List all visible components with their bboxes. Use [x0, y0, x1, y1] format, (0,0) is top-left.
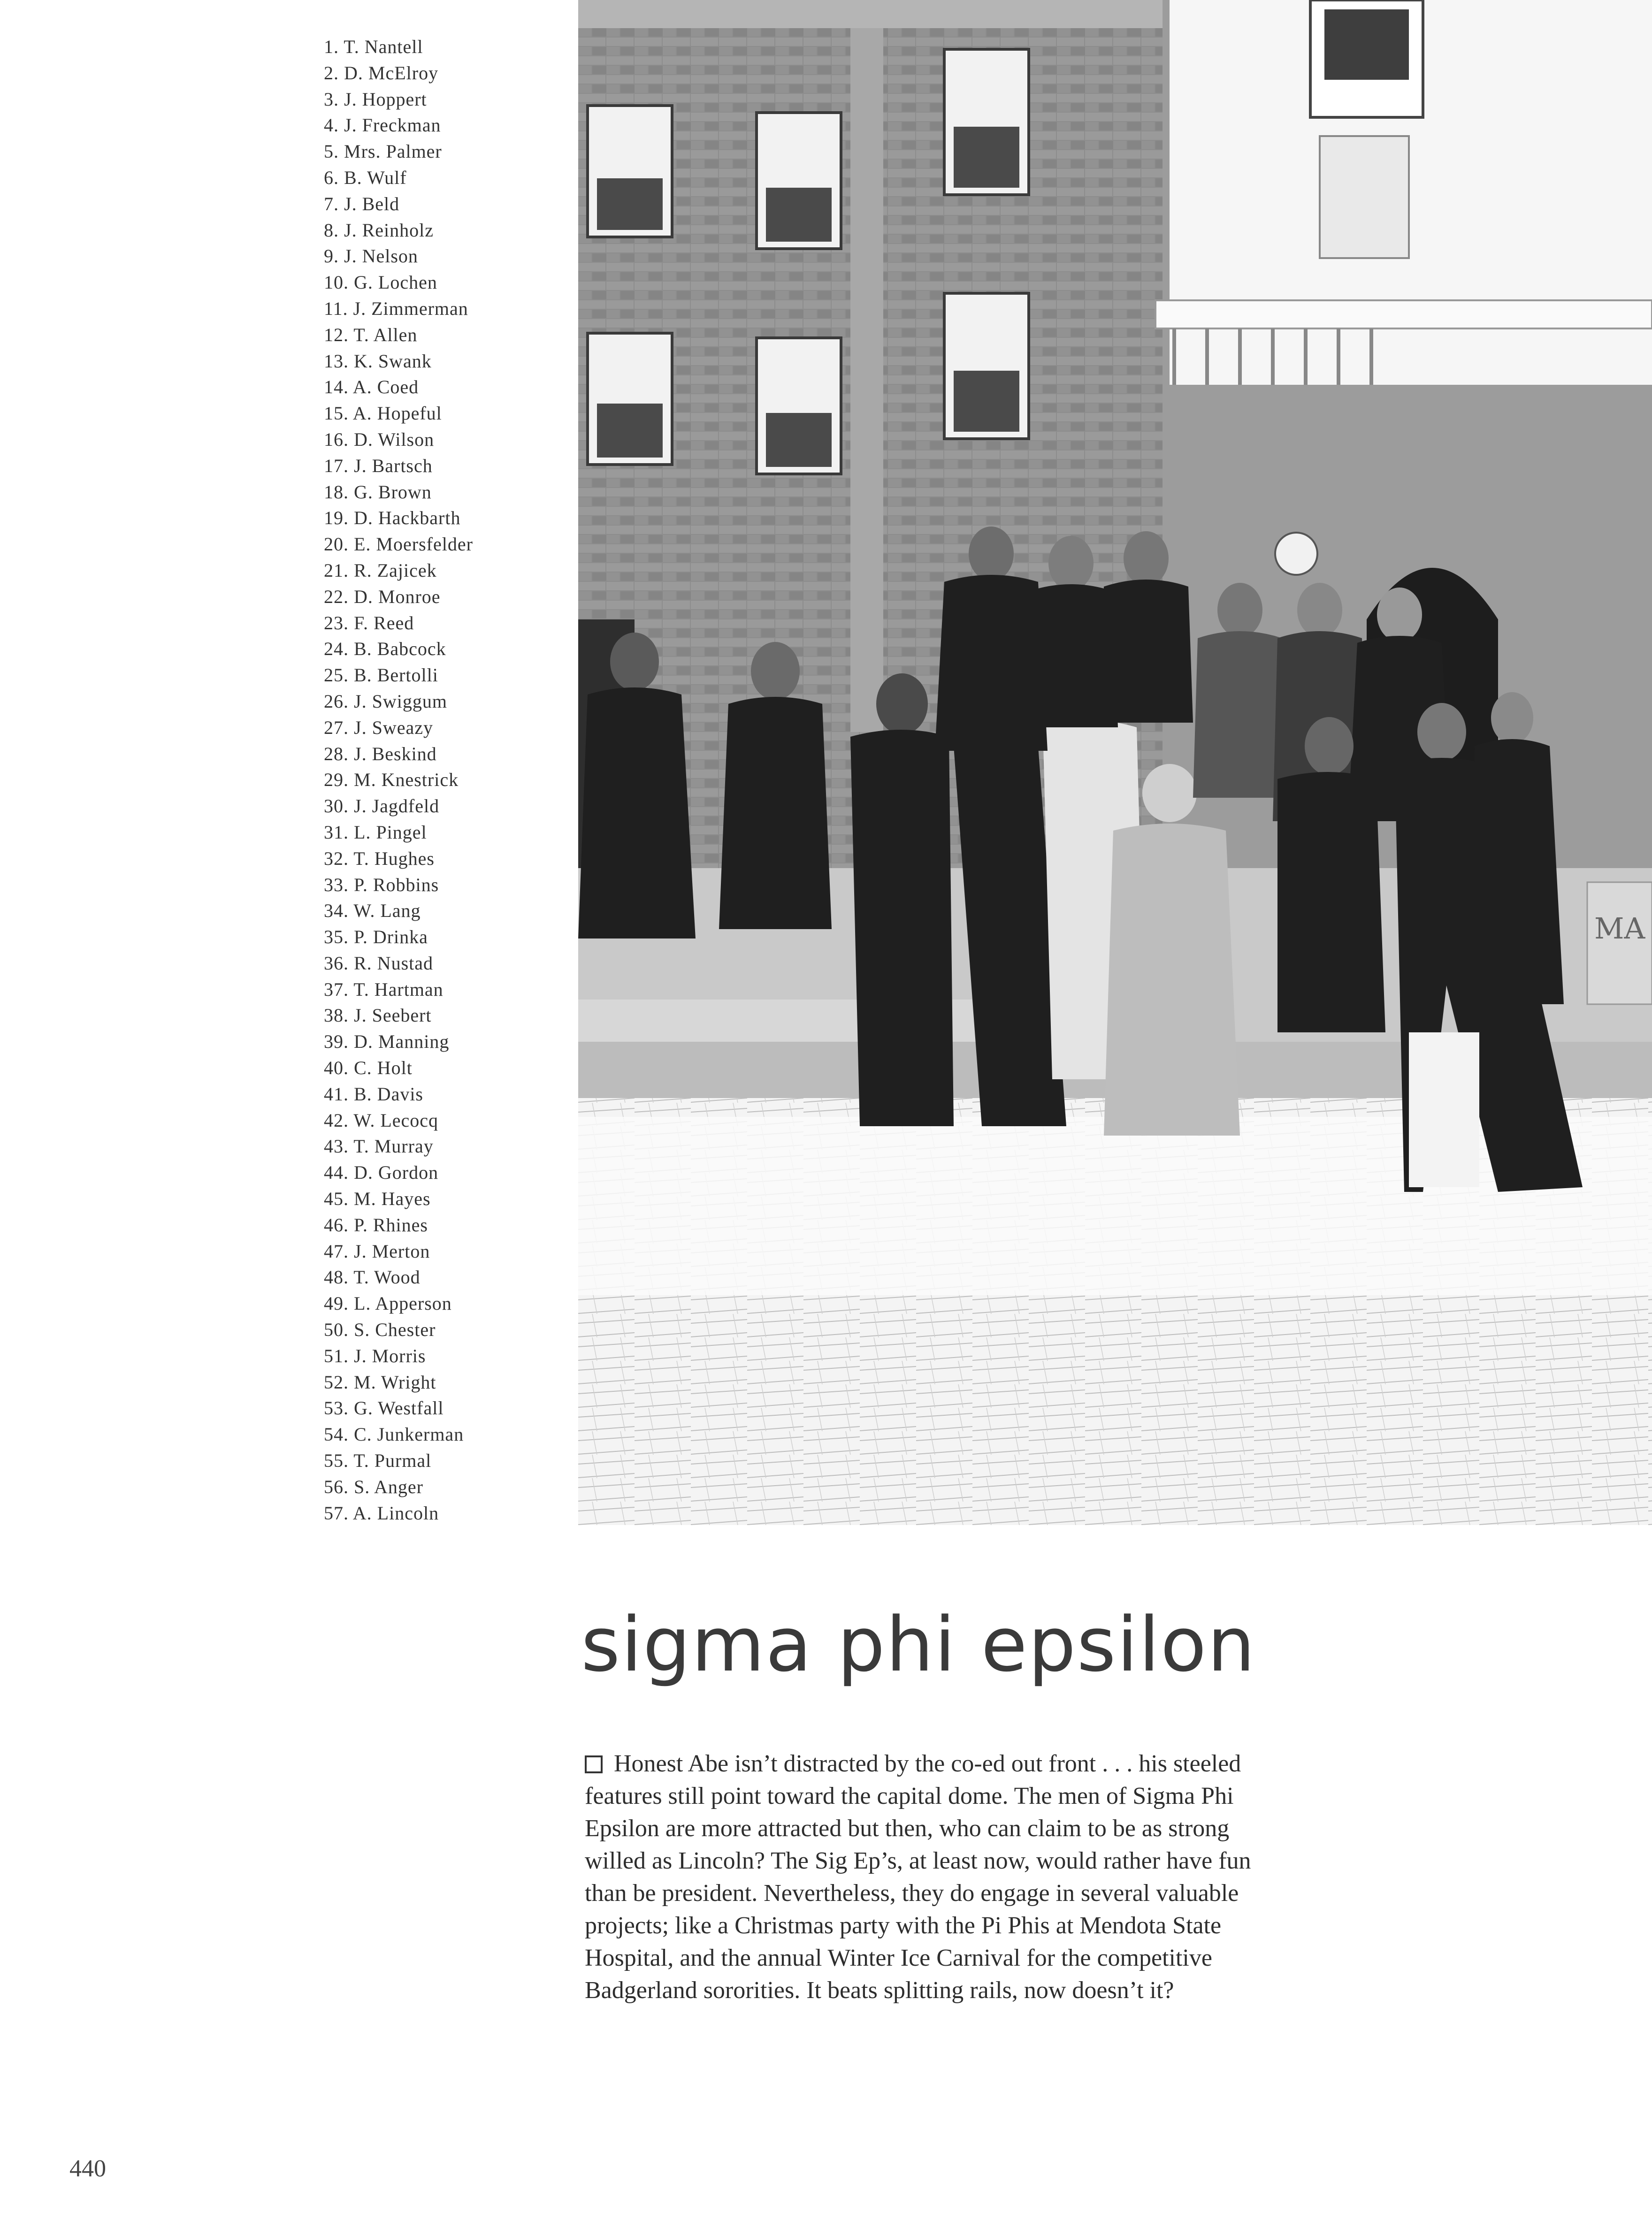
roster-item: 7. J. Beld: [324, 193, 400, 214]
roster-item: 23. F. Reed: [324, 612, 414, 633]
roster-item: 13. K. Swank: [324, 350, 432, 372]
group-photo: [578, 0, 1652, 1525]
caption-line: than be president. Nevertheless, they do engage in several valuable: [585, 1880, 1239, 1907]
roster-item: 35. P. Drinka: [324, 926, 428, 948]
page-number: 440: [69, 2155, 106, 2182]
caption-line: projects; like a Christmas party with the Pi Phis at Mendota State: [585, 1912, 1222, 1939]
roster-item: 46. P. Rhines: [324, 1214, 428, 1236]
roster-item: 28. J. Beskind: [324, 743, 437, 764]
roster-item: 10. G. Lochen: [324, 272, 437, 293]
roster-item: 38. J. Seebert: [324, 1005, 432, 1026]
roster-item: 18. G. Brown: [324, 481, 432, 503]
roster-item: 33. P. Robbins: [324, 874, 439, 895]
roster-item: 32. T. Hughes: [324, 847, 435, 869]
roster-item: 55. T. Purmal: [324, 1450, 432, 1472]
roster-item: 43. T. Murray: [324, 1136, 434, 1157]
caption-line: Hospital, and the annual Winter Ice Carnival for the competitive: [585, 1945, 1212, 1971]
roster-item: 2. D. McElroy: [324, 62, 439, 84]
roster-item: 42. W. Lecocq: [324, 1109, 439, 1131]
roster-item: 12. T. Allen: [324, 324, 418, 345]
roster-item: 47. J. Merton: [324, 1240, 430, 1262]
roster-item: 50. S. Chester: [324, 1319, 436, 1341]
roster-item: 25. B. Bertolli: [324, 664, 438, 686]
roster-item: 9. J. Nelson: [324, 245, 418, 267]
roster-item: 6. B. Wulf: [324, 167, 407, 188]
caption-line: willed as Lincoln? The Sig Ep’s, at least now, would rather have fun: [585, 1847, 1251, 1874]
caption-line: features still point toward the capital dome. The men of Sigma Phi: [585, 1783, 1234, 1809]
roster-item: 52. M. Wright: [324, 1371, 436, 1393]
roster-item: 1. T. Nantell: [324, 36, 423, 57]
roster-item: 4. J. Freckman: [324, 114, 441, 136]
roster-item: 24. B. Babcock: [324, 638, 446, 660]
roster-item: 34. W. Lang: [324, 900, 421, 922]
roster-item: 21. R. Zajicek: [324, 559, 437, 581]
roster-item: 16. D. Wilson: [324, 428, 435, 450]
roster-item: 3. J. Hoppert: [324, 88, 427, 110]
roster-item: 20. E. Moersfelder: [324, 534, 473, 555]
roster-item: 53. G. Westfall: [324, 1397, 444, 1419]
checkbox-bullet-icon: [585, 1755, 603, 1773]
member-roster-list: [324, 34, 521, 1526]
roster-item: 44. D. Gordon: [324, 1162, 439, 1183]
roster-item: 19. D. Hackbarth: [324, 507, 461, 529]
roster-item: 14. A. Coed: [324, 376, 419, 398]
roster-item: 8. J. Reinholz: [324, 219, 434, 241]
roster-item: 40. C. Holt: [324, 1057, 413, 1079]
roster-item: 39. D. Manning: [324, 1031, 450, 1053]
roster-item: 30. J. Jagdfeld: [324, 795, 440, 817]
roster-item: 37. T. Hartman: [324, 978, 444, 1000]
roster-item: 45. M. Hayes: [324, 1188, 431, 1210]
page-title: sigma phi epsilon: [581, 1601, 1256, 1688]
roster-item: 54. C. Junkerman: [324, 1424, 464, 1445]
caption-line: Honest Abe isn’t distracted by the co-ed out front . . . his steeled: [585, 1747, 1373, 1780]
roster-item: 29. M. Knestrick: [324, 769, 459, 791]
roster-item: 41. B. Davis: [324, 1083, 423, 1105]
roster-item: 17. J. Bartsch: [324, 455, 433, 476]
roster-item: 15. A. Hopeful: [324, 403, 442, 424]
caption-paragraph: [585, 1747, 1373, 2007]
roster-item: 51. J. Morris: [324, 1345, 426, 1366]
roster-item: 57. A. Lincoln: [324, 1502, 439, 1524]
roster-item: 11. J. Zimmerman: [324, 298, 468, 319]
roster-item: 56. S. Anger: [324, 1476, 423, 1497]
roster-item: 22. D. Monroe: [324, 586, 441, 607]
photo-inscription: MA: [1594, 911, 1645, 946]
roster-item: 27. J. Sweazy: [324, 717, 433, 738]
caption-line: Badgerland sororities. It beats splitting rails, now doesn’t it?: [585, 1977, 1174, 2004]
roster-item: 5. Mrs. Palmer: [324, 141, 442, 162]
caption-line: Epsilon are more attracted but then, who can claim to be as strong: [585, 1815, 1230, 1842]
roster-item: 48. T. Wood: [324, 1267, 421, 1288]
roster-item: 36. R. Nustad: [324, 952, 433, 974]
roster-item: 49. L. Apperson: [324, 1293, 452, 1314]
roster-item: 26. J. Swiggum: [324, 690, 447, 712]
roster-item: 31. L. Pingel: [324, 821, 427, 843]
